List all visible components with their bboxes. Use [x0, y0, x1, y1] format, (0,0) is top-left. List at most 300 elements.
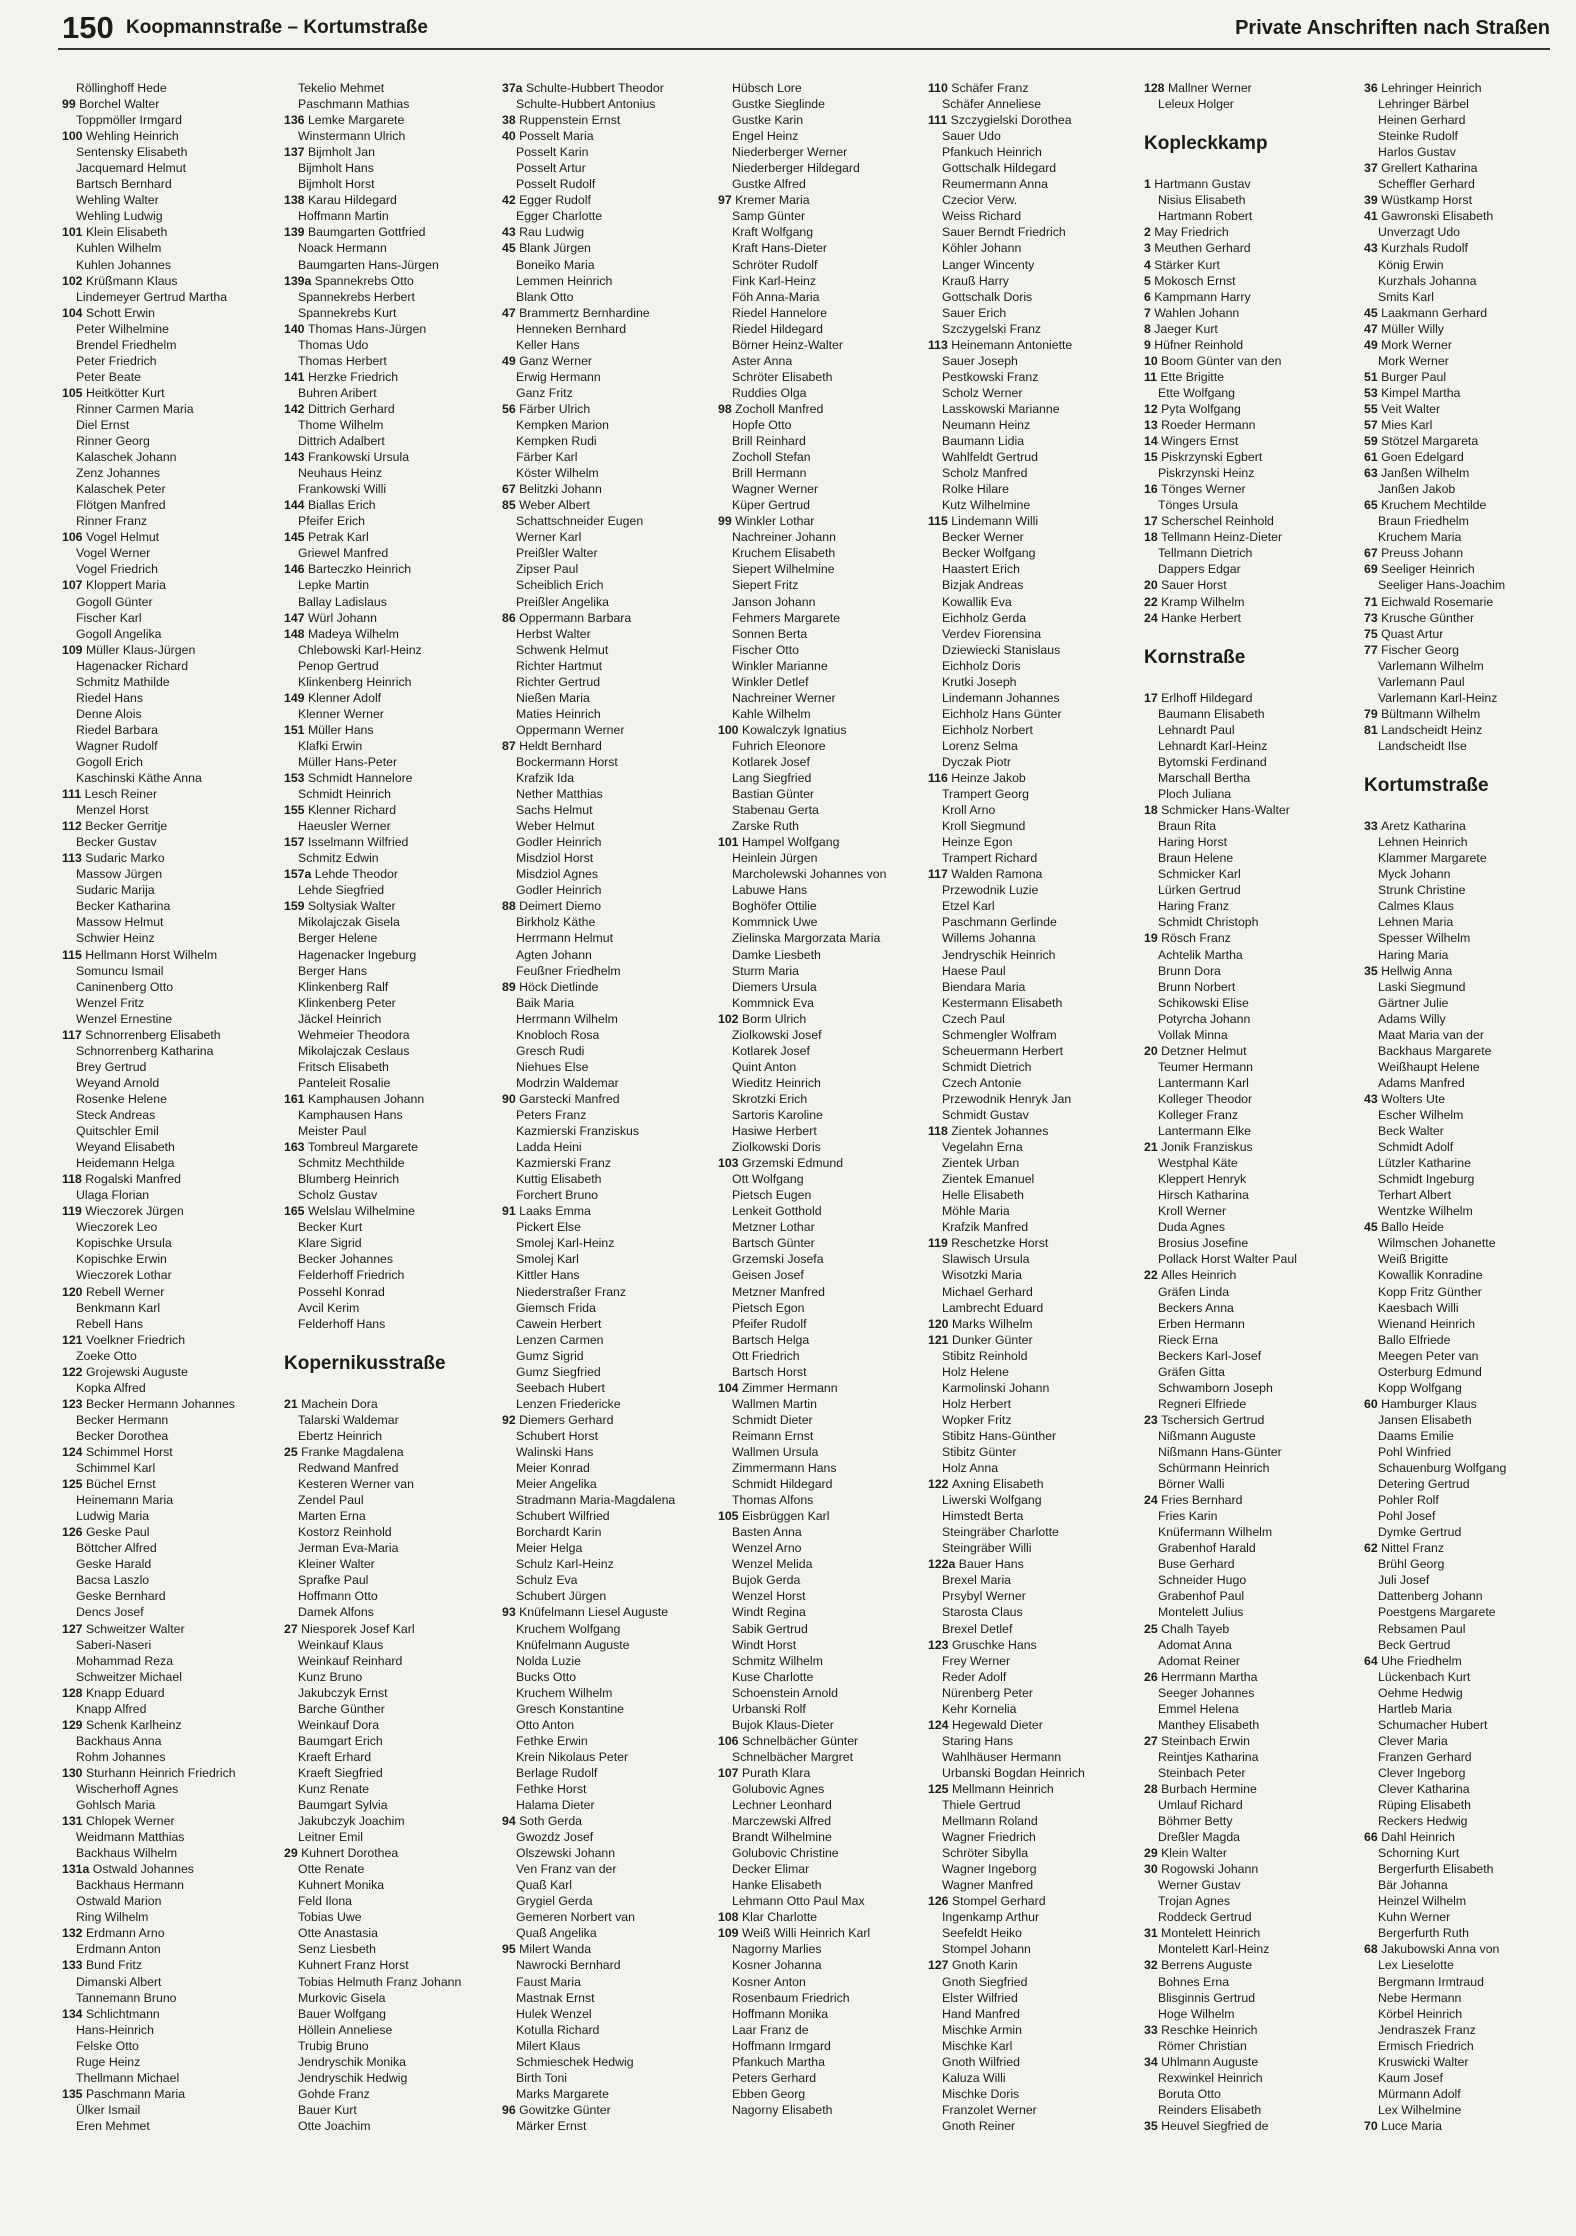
resident-name: Marczewski Alfred [732, 1814, 832, 1829]
house-number: 163 [284, 1140, 308, 1155]
house-number: 147 [284, 610, 308, 625]
resident-entry [1364, 1267, 1574, 1283]
resident-entry [718, 1075, 928, 1091]
resident-entry [1144, 1476, 1354, 1492]
resident-entry [718, 1396, 928, 1412]
resident-name: Grygiel Gerda [516, 1894, 593, 1909]
resident-name: Spannekrebs Otto [314, 273, 414, 288]
resident-name: Poestgens Margarete [1378, 1605, 1496, 1620]
resident-name: Lehde Siegfried [298, 883, 385, 898]
resident-name: Erdmann Arno [85, 1926, 165, 1941]
resident-entry [1144, 96, 1354, 112]
resident-name: Lemmen Heinrich [516, 273, 613, 288]
resident-name: Schmitz Mathilde [76, 674, 170, 689]
resident-entry [284, 1556, 494, 1572]
resident-entry [1144, 545, 1354, 561]
resident-name: Veit Walter [1381, 401, 1441, 416]
resident-name: Eichholz Hans Günter [942, 706, 1062, 721]
resident-name: Scheiblich Erich [516, 578, 604, 593]
resident-entry [502, 1701, 712, 1717]
house-number: 29 [284, 1846, 302, 1861]
resident-entry [284, 2070, 494, 2086]
house-number: 90 [502, 1091, 520, 1106]
resident-name: Kalaschek Peter [76, 482, 166, 497]
resident-entry [1364, 1284, 1574, 1300]
resident-name: Reder Adolf [942, 1669, 1007, 1684]
resident-name: Weinkauf Klaus [298, 1637, 384, 1652]
resident-entry [1144, 240, 1354, 256]
resident-entry [928, 369, 1138, 385]
resident-entry [1144, 353, 1354, 369]
resident-name: Müller Hans [307, 722, 374, 737]
resident-entry [1144, 995, 1354, 1011]
resident-name: Laar Franz de [732, 2022, 809, 2037]
resident-name: Kaschinski Käthe Anna [76, 771, 202, 786]
resident-name: Zendel Paul [298, 1493, 364, 1508]
resident-entry [718, 1508, 928, 1524]
resident-name: Smolej Karl-Heinz [516, 1236, 615, 1251]
resident-name: Kosner Anton [732, 1974, 806, 1989]
resident-entry [284, 1797, 494, 1813]
resident-name: Peters Franz [516, 1108, 587, 1122]
resident-entry [62, 1284, 272, 1300]
resident-entry [718, 1460, 928, 1476]
house-number: 12 [1144, 401, 1162, 416]
resident-entry [62, 2086, 272, 2102]
resident-name: Schmidt Dieter [732, 1412, 813, 1427]
resident-name: Karmolinski Johann [942, 1380, 1050, 1395]
resident-name: Gresch Rudi [516, 1043, 585, 1058]
resident-entry [718, 1974, 928, 1990]
resident-name: Windt Horst [732, 1637, 797, 1652]
resident-entry [1364, 112, 1574, 128]
resident-entry [502, 658, 712, 674]
resident-entry [1364, 898, 1574, 914]
resident-name: Godler Heinrich [516, 835, 602, 850]
resident-name: Schmieschek Hedwig [516, 2054, 634, 2069]
resident-name: Mies Karl [1381, 417, 1433, 432]
resident-name: Wisotzki Maria [942, 1268, 1022, 1283]
resident-name: Mischke Karl [942, 2038, 1013, 2053]
resident-entry [1144, 305, 1354, 321]
resident-entry [1364, 658, 1574, 674]
house-number: 45 [1364, 1220, 1382, 1235]
resident-entry [502, 96, 712, 112]
resident-name: Preißler Angelika [516, 594, 609, 609]
resident-name: Haeusler Werner [298, 819, 391, 834]
resident-name: Schulz Karl-Heinz [516, 1557, 614, 1572]
resident-entry [718, 1797, 928, 1813]
resident-entry [1364, 305, 1574, 321]
resident-entry [1144, 449, 1354, 465]
resident-entry [1364, 192, 1574, 208]
resident-name: Detzner Helmut [1161, 1043, 1247, 1058]
resident-name: Holz Helene [942, 1364, 1009, 1379]
resident-entry [1364, 1556, 1574, 1572]
resident-name: Schmidt Christoph [1158, 915, 1259, 930]
resident-entry [1364, 1861, 1574, 1877]
resident-entry [928, 160, 1138, 176]
resident-entry [718, 1990, 928, 2006]
resident-entry [1144, 1556, 1354, 1572]
resident-entry [1144, 1091, 1354, 1107]
resident-entry [62, 1171, 272, 1187]
resident-name: Grzemski Josefa [732, 1252, 824, 1267]
resident-entry [718, 1316, 928, 1332]
resident-name: Sauer Joseph [942, 353, 1018, 368]
resident-name: Oppermann Barbara [519, 610, 632, 625]
resident-name: Varlemann Karl-Heinz [1378, 690, 1498, 705]
resident-name: Kuhnert Dorothea [301, 1846, 399, 1861]
resident-entry [502, 1300, 712, 1316]
house-number: 28 [1144, 1781, 1162, 1796]
resident-name: Schlichtmann [85, 2006, 160, 2021]
resident-name: Kotlarek Josef [732, 1043, 810, 1058]
resident-entry [1364, 1059, 1574, 1075]
resident-entry [502, 1027, 712, 1043]
resident-name: Haring Franz [1158, 899, 1230, 914]
resident-name: Mallner Werner [1167, 81, 1252, 95]
resident-entry [62, 706, 272, 722]
resident-entry [1364, 1155, 1574, 1171]
resident-name: Pohl Winfried [1378, 1444, 1452, 1459]
house-number: 21 [1144, 1140, 1162, 1155]
resident-entry [718, 1043, 928, 1059]
resident-name: Ballay Ladislaus [298, 594, 387, 609]
resident-entry [1364, 1027, 1574, 1043]
resident-name: Bergmann Irmtraud [1378, 1974, 1484, 1989]
resident-name: Possehl Konrad [298, 1284, 385, 1299]
resident-name: Rogalski Manfred [85, 1172, 181, 1187]
resident-entry [502, 1524, 712, 1540]
resident-name: Börner Walli [1158, 1477, 1225, 1492]
house-number: 161 [284, 1091, 308, 1106]
resident-name: Griewel Manfred [298, 546, 389, 561]
resident-entry [502, 1284, 712, 1300]
resident-name: Kaesbach Willi [1378, 1300, 1459, 1315]
resident-entry [284, 1621, 494, 1637]
house-number: 53 [1364, 385, 1382, 400]
resident-name: Stradmann Maria-Magdalena [516, 1493, 676, 1508]
house-number: 148 [284, 626, 308, 641]
resident-name: Thomas Hans-Jürgen [307, 321, 427, 336]
resident-entry [1144, 1251, 1354, 1267]
resident-name: Preuss Johann [1381, 546, 1464, 561]
house-number: 130 [62, 1765, 86, 1780]
resident-entry [502, 722, 712, 738]
resident-entry [1364, 866, 1574, 882]
resident-name: Lindemann Johannes [942, 690, 1060, 705]
resident-entry [718, 1187, 928, 1203]
resident-name: Wenzel Melida [732, 1557, 813, 1572]
resident-entry [502, 1412, 712, 1428]
house-number: 109 [62, 642, 86, 657]
resident-entry [62, 449, 272, 465]
resident-name: Becker Wolfgang [942, 546, 1036, 561]
resident-entry [718, 401, 928, 417]
resident-entry [62, 690, 272, 706]
resident-name: Leleux Holger [1158, 97, 1234, 112]
resident-entry [502, 1187, 712, 1203]
resident-name: Toppmöller Irmgard [76, 113, 182, 128]
resident-name: Janson Johann [732, 594, 816, 609]
resident-entry [62, 818, 272, 834]
resident-name: Pestkowski Franz [942, 369, 1039, 384]
resident-entry [928, 208, 1138, 224]
resident-entry [718, 96, 928, 112]
resident-name: Metzner Manfred [732, 1284, 825, 1299]
resident-name: Steinbach Erwin [1161, 1733, 1250, 1748]
resident-entry [1364, 1813, 1574, 1829]
resident-entry [284, 144, 494, 160]
resident-entry [502, 1990, 712, 2006]
house-number: 128 [1144, 81, 1168, 95]
resident-entry [718, 417, 928, 433]
resident-entry [1364, 1669, 1574, 1685]
resident-entry [718, 561, 928, 577]
resident-name: Schnelbächer Günter [741, 1733, 859, 1748]
resident-entry [62, 257, 272, 273]
resident-entry [928, 1588, 1138, 1604]
resident-name: Achtelik Martha [1158, 947, 1243, 962]
resident-entry [1144, 321, 1354, 337]
resident-name: Tellmann Dietrich [1158, 546, 1253, 561]
resident-entry [1364, 1332, 1574, 1348]
resident-name: Jonik Franziskus [1161, 1140, 1253, 1155]
resident-name: Janßen Jakob [1378, 482, 1456, 497]
house-number: 47 [1364, 321, 1382, 336]
resident-name: Ven Franz van der [516, 1862, 617, 1877]
resident-name: Kroll Werner [1158, 1204, 1227, 1219]
resident-name: Herrmann Helmut [516, 931, 614, 946]
resident-name: Rinner Georg [76, 434, 150, 449]
resident-entry [502, 529, 712, 545]
resident-entry [928, 1027, 1138, 1043]
resident-name: Jaeger Kurt [1154, 321, 1218, 336]
resident-entry [928, 449, 1138, 465]
resident-name: Herzke Friedrich [307, 369, 399, 384]
resident-entry [1364, 1187, 1574, 1203]
resident-name: Becker Kurt [298, 1220, 363, 1235]
resident-entry [62, 353, 272, 369]
resident-name: Ruddies Olga [732, 385, 807, 400]
resident-name: Oppermann Werner [516, 722, 625, 737]
resident-entry [284, 2054, 494, 2070]
resident-entry [502, 1380, 712, 1396]
house-number: 111 [928, 113, 951, 128]
resident-entry [718, 1588, 928, 1604]
resident-name: Kuse Charlotte [732, 1669, 814, 1684]
resident-entry [1364, 1701, 1574, 1717]
resident-name: Bytomski Ferdinand [1158, 754, 1267, 769]
resident-name: Borchardt Karin [516, 1525, 602, 1540]
resident-entry [62, 1572, 272, 1588]
resident-name: Nittel Franz [1381, 1541, 1444, 1556]
resident-name: Stibitz Günter [942, 1444, 1017, 1459]
resident-entry [1144, 786, 1354, 802]
resident-name: Schäfer Anneliese [942, 97, 1042, 112]
resident-entry [62, 594, 272, 610]
resident-name: Schürmann Heinrich [1158, 1461, 1270, 1476]
resident-name: Schnelbächer Margret [732, 1749, 853, 1764]
resident-entry [62, 1861, 272, 1877]
resident-name: Hartleb Maria [1378, 1701, 1452, 1716]
resident-name: Ott Wolfgang [732, 1172, 804, 1187]
resident-name: Hoge Wilhelm [1158, 2006, 1235, 2021]
resident-entry [284, 257, 494, 273]
resident-entry [1364, 465, 1574, 481]
resident-entry [1364, 80, 1574, 96]
house-number: 94 [502, 1814, 520, 1829]
resident-name: Büchel Ernst [85, 1477, 156, 1492]
resident-entry [928, 545, 1138, 561]
resident-name: Braun Rita [1158, 819, 1217, 834]
house-number: 32 [1144, 1958, 1162, 1973]
resident-entry [502, 1781, 712, 1797]
resident-entry [1364, 1637, 1574, 1653]
resident-entry [62, 1701, 272, 1717]
resident-entry [928, 1043, 1138, 1059]
resident-entry [284, 1203, 494, 1219]
resident-name: Baumgart Sylvia [298, 1798, 388, 1813]
resident-entry [502, 1957, 712, 1973]
resident-name: Rinner Franz [76, 514, 148, 529]
resident-entry [284, 1669, 494, 1685]
resident-entry [928, 1957, 1138, 1973]
house-number: 27 [1144, 1733, 1162, 1748]
resident-name: Schmidt Hannelore [307, 771, 413, 786]
resident-name: Kopischke Ursula [76, 1236, 172, 1251]
house-number: 85 [502, 498, 520, 513]
resident-entry [62, 1043, 272, 1059]
resident-name: Stompel Gerhard [951, 1894, 1046, 1909]
resident-name: Jakubczyk Joachim [298, 1814, 405, 1829]
resident-name: Diemers Gerhard [519, 1412, 614, 1427]
resident-entry [62, 1604, 272, 1620]
resident-entry [928, 80, 1138, 96]
resident-entry [1364, 1508, 1574, 1524]
resident-name: Schweitzer Michael [76, 1669, 182, 1684]
resident-name: Kommnick Eva [732, 995, 815, 1010]
resident-entry [1364, 128, 1574, 144]
resident-entry [284, 369, 494, 385]
resident-entry [718, 1444, 928, 1460]
resident-entry [718, 1412, 928, 1428]
resident-entry [1144, 1396, 1354, 1412]
resident-entry [1144, 481, 1354, 497]
resident-entry [928, 353, 1138, 369]
resident-entry [928, 1701, 1138, 1717]
resident-entry [62, 882, 272, 898]
resident-name: Pyta Wolfgang [1161, 401, 1241, 416]
resident-name: Zoeke Otto [76, 1348, 137, 1363]
resident-entry [502, 305, 712, 321]
house-number: 14 [1144, 434, 1162, 449]
resident-entry [928, 1428, 1138, 1444]
resident-entry [718, 369, 928, 385]
resident-name: Schenk Karlheinz [85, 1717, 182, 1732]
resident-entry [284, 1139, 494, 1155]
resident-name: Milert Wanda [519, 1942, 592, 1957]
resident-name: Becker Werner [942, 530, 1024, 545]
resident-name: Heinemann Maria [76, 1493, 174, 1508]
resident-entry [928, 1813, 1138, 1829]
resident-name: Sachs Helmut [516, 803, 593, 818]
resident-entry [1144, 1540, 1354, 1556]
resident-entry [718, 1621, 928, 1637]
house-number: 125 [928, 1781, 952, 1796]
house-number: 125 [62, 1477, 86, 1492]
resident-name: Golubovic Agnes [732, 1781, 825, 1796]
resident-name: Myck Johann [1378, 867, 1451, 882]
resident-name: Gwozdz Josef [516, 1830, 594, 1845]
house-number: 103 [718, 1156, 742, 1171]
resident-entry [718, 1011, 928, 1027]
resident-entry [718, 1091, 928, 1107]
resident-name: Olszewski Johann [516, 1846, 616, 1861]
house-number: 119 [928, 1236, 952, 1251]
resident-name: Heidemann Helga [76, 1156, 175, 1171]
resident-name: Boneiko Maria [516, 257, 595, 272]
resident-entry [502, 497, 712, 513]
resident-name: Machein Dora [301, 1396, 378, 1411]
resident-name: Eichwald Rosemarie [1381, 594, 1494, 609]
resident-name: Spannekrebs Herbert [298, 289, 415, 304]
resident-entry [928, 385, 1138, 401]
resident-entry [718, 1556, 928, 1572]
house-number: 137 [284, 145, 308, 160]
resident-entry [1364, 1492, 1574, 1508]
resident-entry [928, 240, 1138, 256]
resident-name: Fink Karl-Heinz [732, 273, 817, 288]
resident-name: Sudaric Marko [85, 851, 165, 866]
resident-entry [718, 1685, 928, 1701]
resident-entry [62, 1990, 272, 2006]
resident-name: Kruswicki Walter [1378, 2054, 1469, 2069]
house-number: 149 [284, 690, 308, 705]
resident-name: Manthey Elisabeth [1158, 1717, 1260, 1732]
resident-name: Leitner Emil [298, 1830, 363, 1845]
resident-name: Lemke Margarete [307, 113, 405, 128]
resident-name: Boom Günter van den [1161, 353, 1282, 368]
resident-entry [1144, 497, 1354, 513]
resident-entry [62, 1829, 272, 1845]
resident-name: Geisen Josef [732, 1268, 804, 1283]
house-number: 6 [1144, 289, 1155, 304]
resident-name: Reintjes Katharina [1158, 1749, 1259, 1764]
resident-name: Klenner Werner [298, 706, 384, 721]
resident-name: Franke Magdalena [301, 1444, 404, 1459]
house-number: 22 [1144, 594, 1162, 609]
resident-entry [1144, 1380, 1354, 1396]
resident-name: Jendraszek Franz [1378, 2022, 1476, 2037]
resident-entry [284, 1829, 494, 1845]
resident-name: Scholz Gustav [298, 1188, 378, 1203]
resident-name: Wagner Friedrich [942, 1830, 1036, 1845]
house-number: 106 [718, 1733, 742, 1748]
house-number: 13 [1144, 417, 1162, 432]
resident-entry [502, 1011, 712, 1027]
resident-name: Meegen Peter van [1378, 1348, 1479, 1363]
resident-entry [718, 610, 928, 626]
house-number: 104 [718, 1380, 742, 1395]
resident-entry [1144, 273, 1354, 289]
resident-name: Kuhlen Johannes [76, 257, 172, 272]
resident-name: Varlemann Wilhelm [1378, 658, 1484, 673]
house-number: 9 [1144, 337, 1155, 352]
resident-entry [928, 289, 1138, 305]
resident-entry [62, 658, 272, 674]
